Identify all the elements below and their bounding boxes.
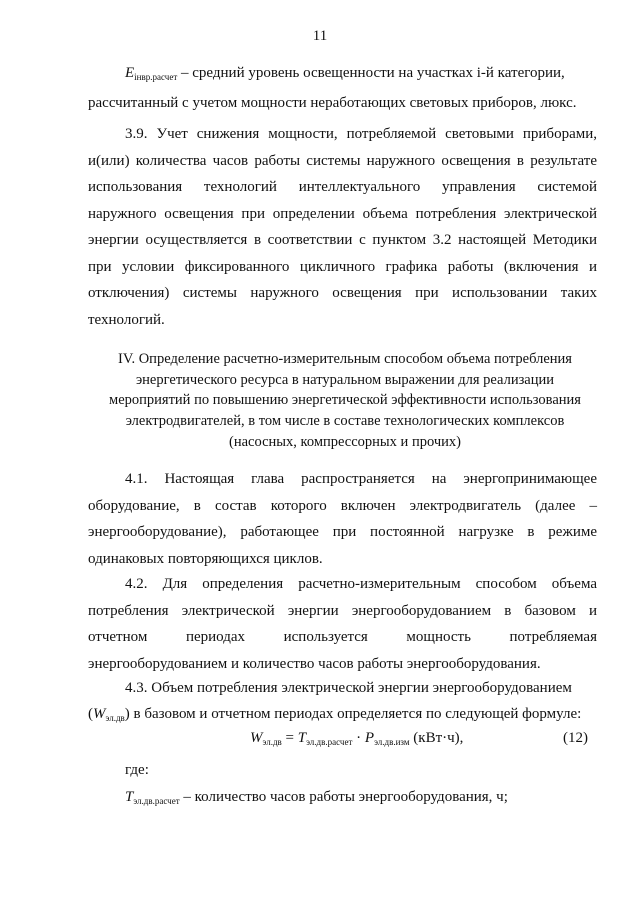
section-39-line: энергии осуществляется в соответствии с пунктом 3.2 настоящей Методики [88,232,597,248]
section-41-line: одинаковых повторяющихся циклов. [88,550,323,567]
heading-line: энергетического ресурса в натуральном выражении для реализации [135,371,555,388]
section-42-line: 4.2. Для определения расчетно-измерительным способом объема [125,576,597,592]
section-4-3-line-2: $(W_{эл.дв})$ в базовом и отчетном периодах определяется по следующей формуле: [88,706,582,723]
section-39-line: при условии фиксированного цикличного графика работы (включения и [88,258,597,275]
def-e-line-1 [125,63,597,87]
section-4-3-line-1: 4.3. Объем потребления электрической энергии энергооборудованием [125,680,572,696]
section-41-line: энергооборудование), работающее при постоянной нагрузке в режиме [88,524,597,540]
def-e-text-1: – средний уровень освещенности на участках i-й категории, [181,65,565,81]
t-symbol: T [125,789,134,805]
section-42-line: потребления электрической энергии энергооборудованием в базовом и [88,602,597,619]
section-42-line: отчетном периодах используется мощность потребляемая [88,629,597,645]
formula-12: $W_{эл.дв} = T_{эл.дв.расчет} \cdot P_{эл.дв.изм}$ (кВт·ч), [250,730,464,747]
section-42-line: энергооборудованием и количество часов работы энергооборудования. [88,655,541,672]
w-subscript: эл.дв [105,713,125,723]
e-subscript: iнвр.расчет [134,72,178,82]
section-39-line: использования технологий интеллектуального управления системой [88,179,597,195]
heading-line: (насосных, компрессорных и прочих) [229,433,461,450]
where-label: где: [125,762,149,778]
section-39-line: 3.9. Учет снижения мощности, потребляемой световыми приборами, [125,126,597,142]
section-41-line: 4.1. Настоящая глава распространяется на энергопринимающее [125,471,597,487]
def-t-line: $T_{эл.дв.расчет}$ – количество часов работы энергооборудования, ч; [125,789,508,806]
heading-line: электродвигателей, в том числе в составе технологических комплексов [125,413,565,430]
section-39-line: и(или) количества часов работы системы наружного освещения в результате [88,152,597,169]
w-symbol: W [93,706,106,722]
t-subscript: эл.дв.расчет [133,796,180,806]
equation-number: (12) [563,730,588,746]
heading-line: мероприятий по повышению энергетической эффективности использования [109,392,581,409]
section-39-line: отключения) системы наружного освещения при использовании таких [88,285,597,301]
section-39-line: технологий. [88,311,165,328]
heading-line: IV. Определение расчетно-измерительным способом объема потребления [118,351,572,367]
def-e-line-2: рассчитанный с учетом мощности неработающих световых приборов, люкс. [88,95,577,111]
section-41-line: оборудование, в состав которого включен электродвигатель (далее – [88,497,597,514]
e-symbol: E [125,65,135,81]
section-39-line: наружного освещения при определении объема потребления электрической [88,205,597,222]
page-number: 11 [312,28,328,44]
